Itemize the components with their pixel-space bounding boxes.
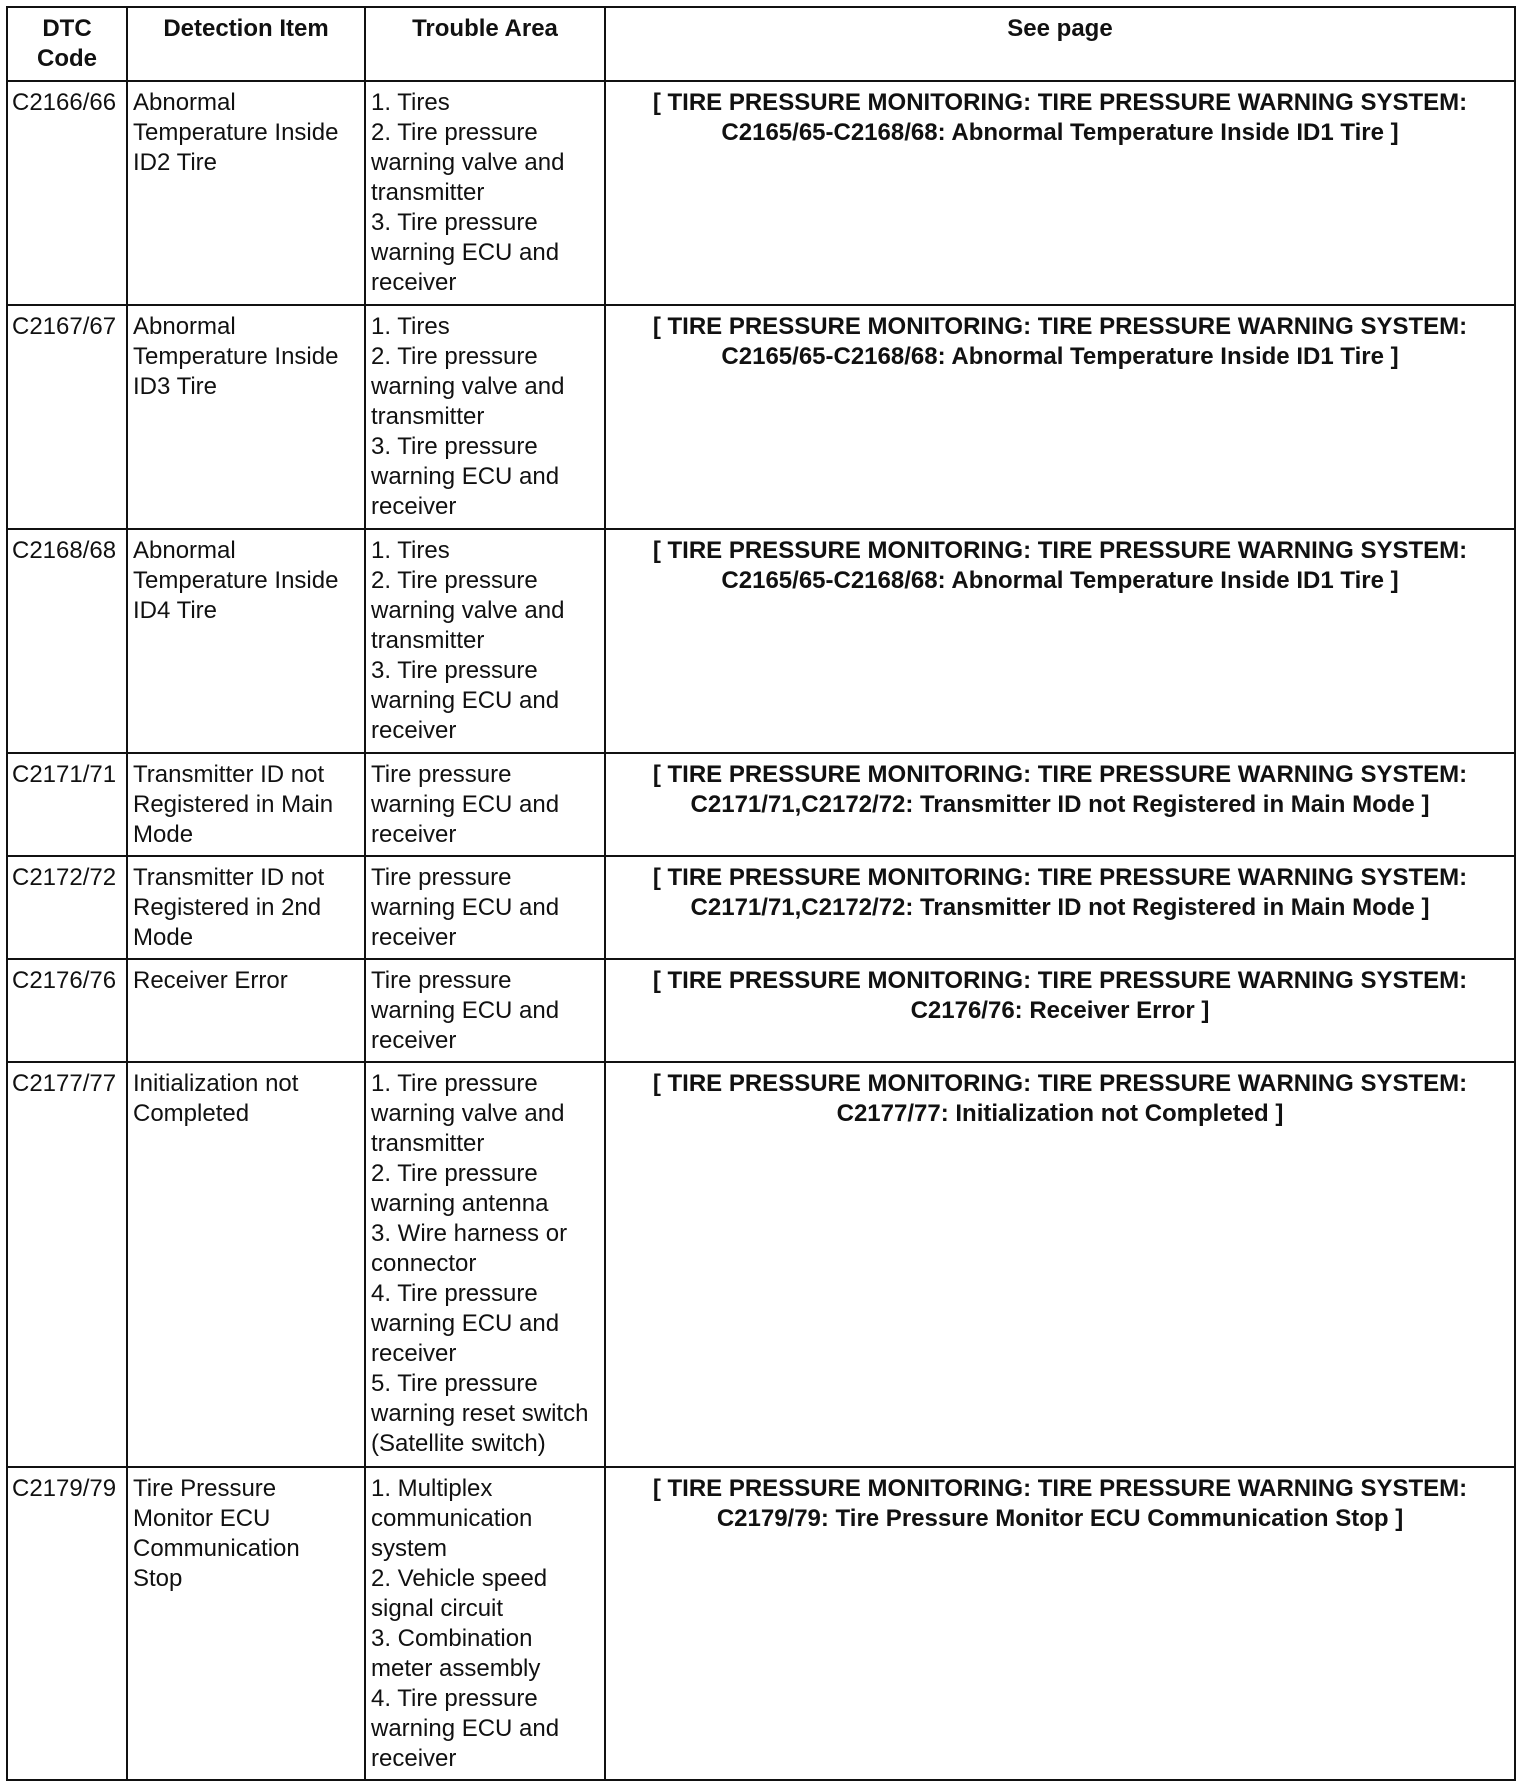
trouble-area-line: connector [371, 1250, 477, 1277]
trouble-area-line: transmitter [371, 1130, 485, 1157]
detection-item-line: Temperature Inside [133, 119, 339, 146]
trouble-area-line: warning ECU and [371, 894, 560, 921]
trouble-area-line: signal circuit [371, 1595, 504, 1622]
trouble-area-line: transmitter [371, 627, 485, 654]
dtc-code-cell: C2172/72 [7, 856, 127, 959]
trouble-area-line: warning ECU and [371, 1715, 560, 1742]
trouble-area-cell [365, 856, 605, 959]
table-body [7, 81, 1515, 1780]
trouble-area-line: warning ECU and [371, 791, 560, 818]
detection-item-cell [127, 305, 365, 529]
trouble-area-line: 1. Tires [371, 89, 450, 116]
see-page-line: C2179/79: Tire Pressure Monitor ECU Communication Stop ] [716, 1505, 1404, 1532]
see-page-line: C2165/65-C2168/68: Abnormal Temperature Inside ID1 Tire ] [721, 567, 1399, 594]
trouble-area-line: Tire pressure [371, 967, 512, 994]
trouble-area-line: 2. Tire pressure [371, 567, 538, 594]
trouble-area-cell [365, 753, 605, 856]
trouble-area-line: (Satellite switch) [371, 1430, 546, 1457]
trouble-area-line: 3. Wire harness or [371, 1220, 568, 1247]
trouble-area-cell [365, 959, 605, 1062]
see-page-line: C2171/71,C2172/72: Transmitter ID not Registered in Main Mode ] [690, 791, 1430, 818]
detection-item-line: Stop [133, 1565, 183, 1592]
detection-item-line: ID3 Tire [133, 373, 218, 400]
see-page-link[interactable] [605, 856, 1515, 959]
see-page-line: [ TIRE PRESSURE MONITORING: TIRE PRESSURE WARNING SYSTEM: [652, 537, 1468, 564]
trouble-area-line: warning ECU and [371, 239, 560, 266]
trouble-area-line: receiver [371, 1340, 457, 1367]
trouble-area-line: warning valve and [371, 149, 565, 176]
see-page-link[interactable] [605, 305, 1515, 529]
header-dtc-code [7, 7, 127, 81]
detection-item-cell [127, 529, 365, 753]
trouble-area-cell [365, 305, 605, 529]
trouble-area-line: receiver [371, 924, 457, 951]
trouble-area-line: 2. Tire pressure [371, 1160, 538, 1187]
trouble-area-line: warning antenna [371, 1190, 549, 1217]
trouble-area-line: receiver [371, 1745, 457, 1772]
see-page-line: C2171/71,C2172/72: Transmitter ID not Registered in Main Mode ] [690, 894, 1430, 921]
detection-item-line: Initialization not [133, 1070, 299, 1097]
see-page-line: C2177/77: Initialization not Completed ] [836, 1100, 1284, 1127]
trouble-area-line: receiver [371, 269, 457, 296]
detection-item-line: Temperature Inside [133, 343, 339, 370]
trouble-area-line: warning valve and [371, 373, 565, 400]
trouble-area-line: receiver [371, 717, 457, 744]
trouble-area-line: 1. Multiplex [371, 1475, 493, 1502]
detection-item-cell [127, 959, 365, 1062]
trouble-area-line: 1. Tires [371, 313, 450, 340]
dtc-code-cell: C2166/66 [7, 81, 127, 305]
dtc-code-cell: C2176/76 [7, 959, 127, 1062]
trouble-area-line: 1. Tires [371, 537, 450, 564]
detection-item-line: Communication [133, 1535, 300, 1562]
trouble-area-line: warning valve and [371, 597, 565, 624]
trouble-area-line: 2. Tire pressure [371, 119, 538, 146]
trouble-area-line: warning ECU and [371, 687, 560, 714]
trouble-area-line: warning ECU and [371, 1310, 560, 1337]
trouble-area-line: 3. Tire pressure [371, 209, 538, 236]
see-page-link[interactable] [605, 753, 1515, 856]
trouble-area-line: warning valve and [371, 1100, 565, 1127]
detection-item-line: Registered in 2nd [133, 894, 322, 921]
detection-item-line: Transmitter ID not [133, 864, 325, 891]
trouble-area-line: 2. Tire pressure [371, 343, 538, 370]
trouble-area-cell [365, 1062, 605, 1467]
detection-item-cell [127, 81, 365, 305]
trouble-area-line: receiver [371, 821, 457, 848]
dtc-code-cell: C2168/68 [7, 529, 127, 753]
see-page-line: [ TIRE PRESSURE MONITORING: TIRE PRESSURE WARNING SYSTEM: [652, 761, 1468, 788]
see-page-line: [ TIRE PRESSURE MONITORING: TIRE PRESSURE WARNING SYSTEM: [652, 313, 1468, 340]
trouble-area-cell [365, 529, 605, 753]
header-trouble-area: Trouble Area [365, 7, 605, 81]
trouble-area-line: transmitter [371, 403, 485, 430]
header-see-page: See page [605, 7, 1515, 81]
detection-item-line: ID2 Tire [133, 149, 218, 176]
trouble-area-line: 5. Tire pressure [371, 1370, 538, 1397]
table-row [7, 1467, 1515, 1780]
detection-item-line: Abnormal [133, 313, 236, 340]
trouble-area-line: 2. Vehicle speed [371, 1565, 548, 1592]
table-row [7, 856, 1515, 959]
table-row [7, 1062, 1515, 1467]
dtc-code-cell: C2177/77 [7, 1062, 127, 1467]
trouble-area-line: communication [371, 1505, 533, 1532]
see-page-line: [ TIRE PRESSURE MONITORING: TIRE PRESSURE WARNING SYSTEM: [652, 1475, 1468, 1502]
see-page-link[interactable] [605, 81, 1515, 305]
dtc-code-cell: C2167/67 [7, 305, 127, 529]
trouble-area-line: 4. Tire pressure [371, 1280, 538, 1307]
see-page-line: [ TIRE PRESSURE MONITORING: TIRE PRESSURE WARNING SYSTEM: [652, 967, 1468, 994]
trouble-area-line: Tire pressure [371, 864, 512, 891]
detection-item-cell [127, 1062, 365, 1467]
see-page-line: C2165/65-C2168/68: Abnormal Temperature Inside ID1 Tire ] [721, 119, 1399, 146]
detection-item-line: Monitor ECU [133, 1505, 271, 1532]
detection-item-line: ID4 Tire [133, 597, 218, 624]
header-detection-item: Detection Item [127, 7, 365, 81]
trouble-area-line: system [371, 1535, 448, 1562]
see-page-link[interactable] [605, 959, 1515, 1062]
header-dtc-code-line1: DTC [42, 15, 92, 42]
detection-item-line: Temperature Inside [133, 567, 339, 594]
trouble-area-line: receiver [371, 493, 457, 520]
detection-item-line: Receiver Error [133, 967, 288, 994]
trouble-area-line: warning ECU and [371, 463, 560, 490]
detection-item-line: Registered in Main [133, 791, 334, 818]
detection-item-line: Tire Pressure [133, 1475, 277, 1502]
see-page-link[interactable] [605, 1467, 1515, 1780]
dtc-table [6, 6, 1516, 1781]
header-dtc-code-line2: Code [37, 45, 97, 72]
detection-item-cell [127, 856, 365, 959]
detection-item-line: Transmitter ID not [133, 761, 325, 788]
table-row [7, 529, 1515, 753]
dtc-code-cell: C2179/79 [7, 1467, 127, 1780]
see-page-line: C2176/76: Receiver Error ] [910, 997, 1210, 1024]
trouble-area-line: warning reset switch [371, 1400, 589, 1427]
trouble-area-cell [365, 81, 605, 305]
trouble-area-line: Tire pressure [371, 761, 512, 788]
table-header [7, 7, 1515, 81]
table-row [7, 81, 1515, 305]
see-page-link[interactable] [605, 529, 1515, 753]
trouble-area-line: 4. Tire pressure [371, 1685, 538, 1712]
table-row [7, 753, 1515, 856]
see-page-link[interactable] [605, 1062, 1515, 1467]
trouble-area-line: meter assembly [371, 1655, 541, 1682]
trouble-area-line: 3. Combination [371, 1625, 533, 1652]
see-page-line: [ TIRE PRESSURE MONITORING: TIRE PRESSURE WARNING SYSTEM: [652, 864, 1468, 891]
see-page-line: C2165/65-C2168/68: Abnormal Temperature Inside ID1 Tire ] [721, 343, 1399, 370]
detection-item-cell [127, 753, 365, 856]
trouble-area-line: warning ECU and [371, 997, 560, 1024]
dtc-code-cell: C2171/71 [7, 753, 127, 856]
detection-item-line: Mode [133, 924, 194, 951]
detection-item-line: Abnormal [133, 537, 236, 564]
detection-item-line: Abnormal [133, 89, 236, 116]
header-row [7, 7, 1515, 81]
trouble-area-line: transmitter [371, 179, 485, 206]
detection-item-cell [127, 1467, 365, 1780]
table-row [7, 959, 1515, 1062]
detection-item-line: Mode [133, 821, 194, 848]
trouble-area-cell [365, 1467, 605, 1780]
trouble-area-line: 1. Tire pressure [371, 1070, 538, 1097]
trouble-area-line: 3. Tire pressure [371, 657, 538, 684]
trouble-area-line: 3. Tire pressure [371, 433, 538, 460]
trouble-area-line: receiver [371, 1027, 457, 1054]
see-page-line: [ TIRE PRESSURE MONITORING: TIRE PRESSURE WARNING SYSTEM: [652, 1070, 1468, 1097]
detection-item-line: Completed [133, 1100, 250, 1127]
see-page-line: [ TIRE PRESSURE MONITORING: TIRE PRESSURE WARNING SYSTEM: [652, 89, 1468, 116]
table-row [7, 305, 1515, 529]
